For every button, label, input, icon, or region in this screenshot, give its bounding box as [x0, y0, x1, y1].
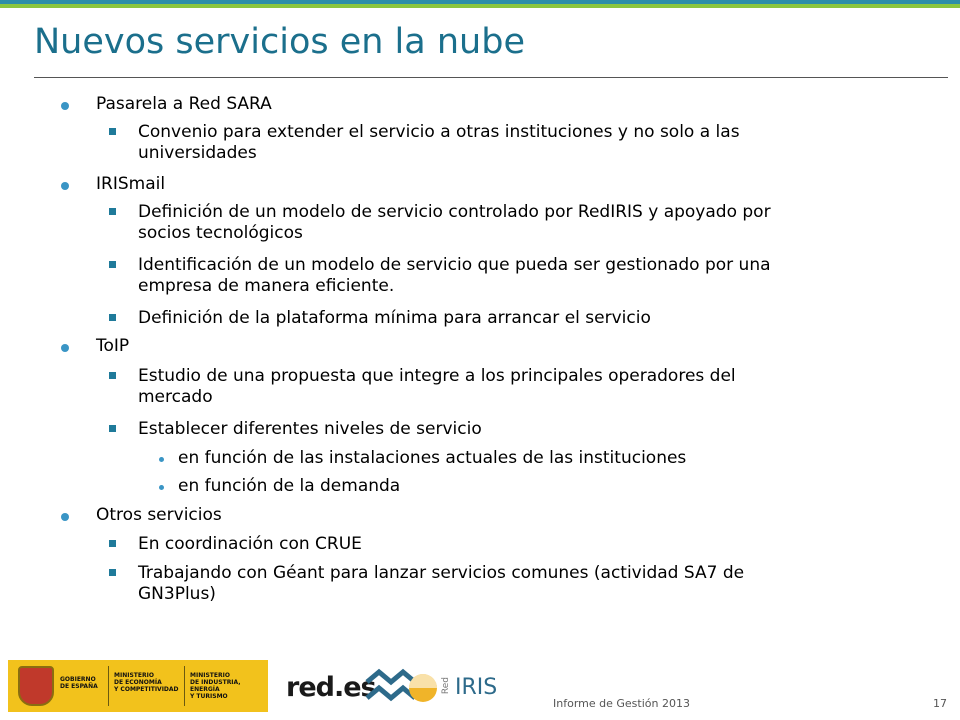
- bullet-level2-line: socios tecnológicos: [138, 223, 303, 243]
- title-divider: [34, 77, 948, 78]
- logo-divider: [108, 666, 109, 706]
- bullet-level2-line: Convenio para extender el servicio a otras instituciones y no solo a las: [138, 122, 740, 142]
- bullet-level1: Otros servicios: [96, 505, 222, 525]
- bullet-level2-line: empresa de manera eficiente.: [138, 276, 395, 296]
- page-number: 17: [933, 697, 947, 710]
- bullet-level3: en función de la demanda: [178, 476, 401, 496]
- logo-divider: [184, 666, 185, 706]
- bullet-level2: En coordinación con CRUE: [138, 534, 362, 554]
- bullet-level2-icon: [109, 372, 116, 379]
- redes-logo: red.es: [286, 672, 376, 703]
- gov-logo-text: GOBIERNO DE ESPAÑA: [60, 676, 98, 690]
- bullet-level2-line: Estudio de una propuesta que integre a los principales operadores del: [138, 366, 736, 386]
- ministry-industry-text: MINISTERIO DE INDUSTRIA, ENERGÍA Y TURISMO: [190, 672, 241, 700]
- report-footer: Informe de Gestión 2013: [553, 697, 690, 710]
- slide-title: Nuevos servicios en la nube: [34, 22, 525, 62]
- bullet-level2-line: Definición de un modelo de servicio controlado por RedIRIS y apoyado por: [138, 202, 771, 222]
- bullet-level2: Definición de la plataforma mínima para arrancar el servicio: [138, 308, 651, 328]
- coat-of-arms-icon: [18, 666, 54, 706]
- bullet-level2-line: Identificación de un modelo de servicio que pueda ser gestionado por una: [138, 255, 771, 275]
- bullet-level1: ToIP: [96, 336, 130, 356]
- bullet-level1: Pasarela a Red SARA: [96, 94, 272, 114]
- bullet-level1-icon: [61, 513, 69, 521]
- top-accent-bar-green: [0, 4, 960, 8]
- bullet-level3: en función de las instalaciones actuales de las instituciones: [178, 448, 687, 468]
- rediris-logo-icon: [365, 668, 440, 708]
- bullet-level1-icon: [61, 182, 69, 190]
- rediris-logo-text: IRIS: [455, 675, 498, 700]
- bullet-level1: IRISmail: [96, 174, 166, 194]
- bullet-level2-icon: [109, 208, 116, 215]
- bullet-level1-icon: [61, 102, 69, 110]
- bullet-level2-line: Trabajando con Géant para lanzar servicios comunes (actividad SA7 de: [138, 563, 745, 583]
- bullet-level2-icon: [109, 569, 116, 576]
- bullet-level1-icon: [61, 344, 69, 352]
- bullet-level2-icon: [109, 314, 116, 321]
- bullet-level3-icon: [159, 457, 164, 462]
- bullet-level2-line: universidades: [138, 143, 257, 163]
- bullet-level2: Establecer diferentes niveles de servicio: [138, 419, 482, 439]
- ministry-economy-text: MINISTERIO DE ECONOMÍA Y COMPETITIVIDAD: [114, 672, 179, 693]
- bullet-level2-icon: [109, 425, 116, 432]
- bullet-level2-icon: [109, 540, 116, 547]
- bullet-level2-icon: [109, 261, 116, 268]
- bullet-level2-line: mercado: [138, 387, 213, 407]
- government-logo: [8, 660, 268, 712]
- bullet-level2-line: GN3Plus): [138, 584, 216, 604]
- bullet-level3-icon: [159, 485, 164, 490]
- rediris-logo-red-text: Red: [441, 677, 451, 695]
- bullet-level2-icon: [109, 128, 116, 135]
